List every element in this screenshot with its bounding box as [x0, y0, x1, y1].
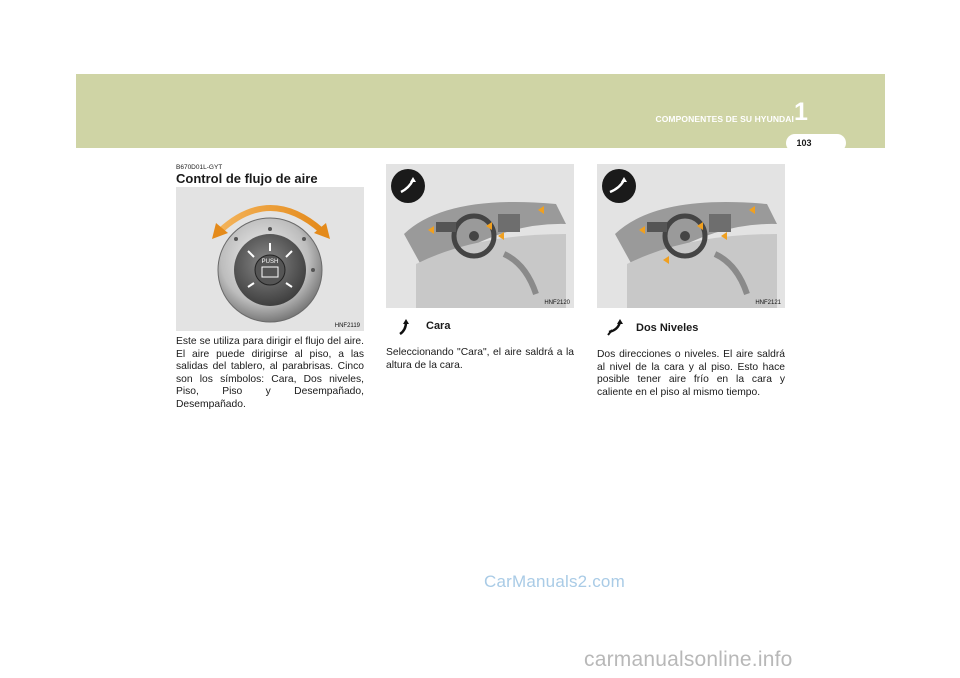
section-code: B670D01L-GYT [176, 164, 223, 171]
face-mode-description: Seleccionando "Cara", el aire saldrá a la altura de la cara. [386, 347, 574, 371]
section-title: COMPONENTES DE SU HYUNDAI [655, 114, 794, 124]
dashboard-face-figure [386, 164, 574, 308]
figure-code: HNF2120 [544, 300, 570, 306]
knob-push-label: PUSH [261, 259, 279, 265]
face-mode-heading: Cara [426, 320, 451, 332]
page-number: 103 [796, 138, 812, 148]
chapter-number: 1 [794, 98, 808, 126]
dashboard-face-illustration [386, 164, 574, 308]
intro-paragraph: Este se utiliza para dirigir el flujo del aire. El aire puede dirigirse al piso, a las salidas del tablero, al parabrisas. Cinco son los símbolos: Cara, Dos niveles, Piso, Piso y Desempañado, Desempañado. [176, 336, 364, 410]
bilevel-mode-description: Dos direcciones o niveles. El aire saldrá al nivel de la cara y al piso. Esto hace posible tener aire frío en la cara y caliente en el piso al mismo tiempo. [597, 349, 785, 398]
watermark-carmanuals2: CarManuals2.com [484, 572, 625, 591]
section-heading: Control de flujo de aire [176, 171, 318, 186]
face-vent-icon [396, 318, 412, 336]
airflow-knob-illustration [176, 187, 364, 331]
figure-code: HNF2119 [334, 323, 360, 329]
watermark-carmanualsonline: carmanualsonline.info [584, 648, 793, 671]
dashboard-bilevel-illustration [597, 164, 785, 308]
dashboard-bilevel-figure [597, 164, 785, 308]
bilevel-mode-heading: Dos Niveles [636, 322, 699, 334]
airflow-knob-figure [176, 187, 364, 331]
figure-code: HNF2121 [755, 300, 781, 306]
header-band [76, 74, 885, 148]
bi-level-icon [606, 318, 626, 336]
